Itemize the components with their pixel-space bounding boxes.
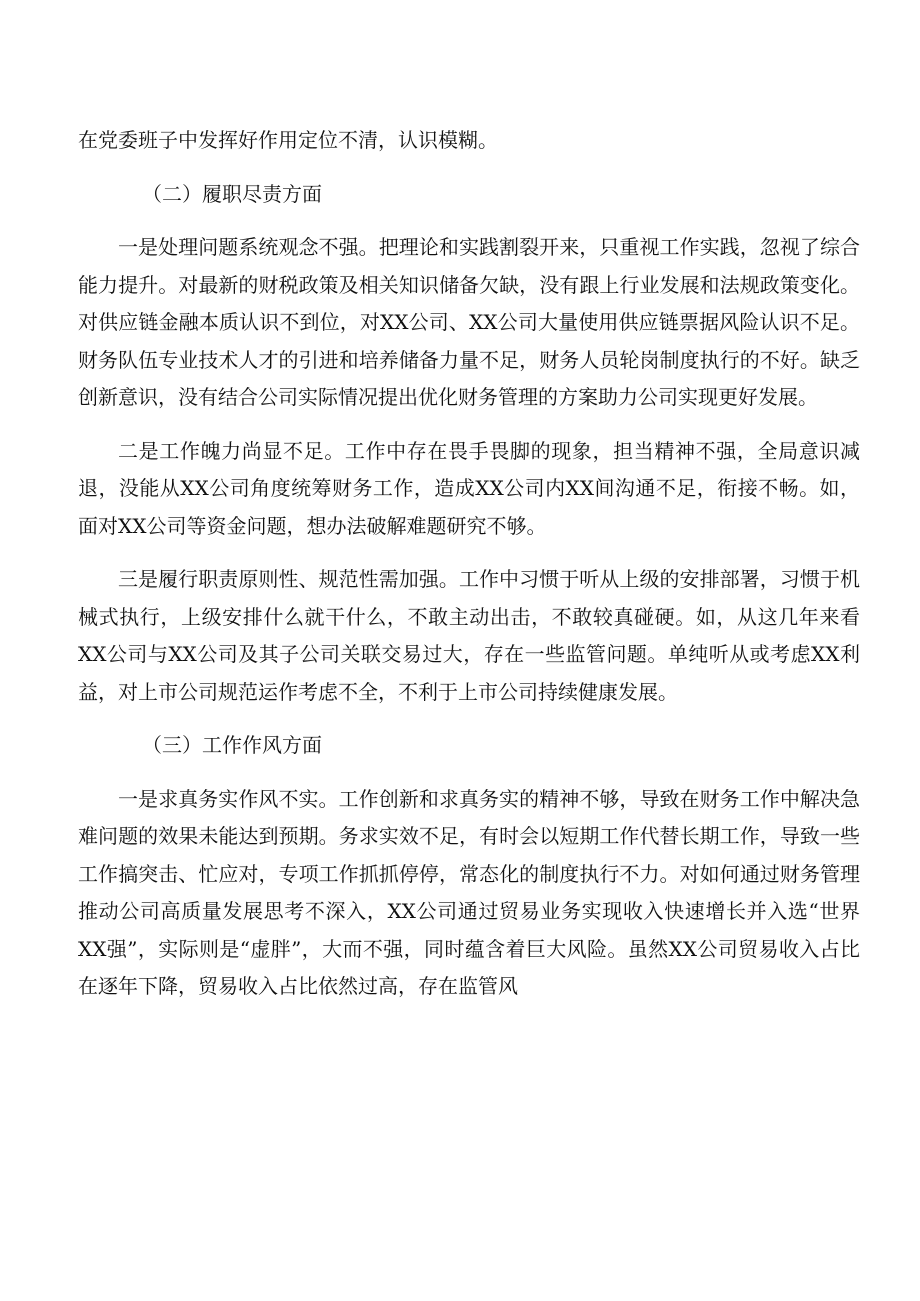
paragraph-pragmatic-style: 一是求真务实作风不实。工作创新和求真务实的精神不够，导致在财务工作中解决急难问题的效果未能达到预期。务求实效不足，有时会以短期工作代替长期工作，导致一些工作搞突击、忙应对，专项工作抓抓停停，常态化的制度执行不力。对如何通过财务管理推动公司高质量发展思考不深入，XX公司通过贸易业务实现收入快速增长并入选“世界XX强”，实际则是“虚胖”，大而不强，同时蕴含着巨大风险。虽然XX公司贸易收入占比在逐年下降，贸易收入占比依然过高，存在监管风 [78,786,860,998]
section-heading-duty: （二）履职尽责方面 [142,181,322,206]
section-heading-work-style: （三）工作作风方面 [142,733,322,757]
document-body [78,122,860,1006]
paragraph-work-courage: 二是工作魄力尚显不足。工作中存在畏手畏脚的现象，担当精神不强，全局意识减退，没能从XX公司角度统筹财务工作，造成XX公司内XX间沟通不足，衔接不畅。如，面对XX公司等资金问题，想办法破解难题研究不够。 [78,438,860,538]
paragraph-duty-principle: 三是履行职责原则性、规范性需加强。工作中习惯于听从上级的安排部署，习惯于机械式执行，上级安排什么就干什么，不敢主动出击，不敢较真碰硬。如，从这几年来看XX公司与XX公司及其子公司关联交易过大，存在一些监管问题。单纯听从或考虑XX利益，对上市公司规范运作考虑不全，不利于上市公司持续健康发展。 [78,567,860,704]
paragraph-system-view: 一是处理问题系统观念不强。把理论和实践割裂开来，只重视工作实践，忽视了综合能力提升。对最新的财税政策及相关知识储备欠缺，没有跟上行业发展和法规政策变化。对供应链金融本质认识不到位，对XX公司、XX公司大量使用供应链票据风险认识不足。财务队伍专业技术人才的引进和培养储备力量不足，财务人员轮岗制度执行的不好。缺乏创新意识，没有结合公司实际情况提出优化财务管理的方案助力公司实现更好发展。 [78,235,860,409]
paragraph-continuation: 在党委班子中发挥好作用定位不清，认识模糊。 [78,128,498,152]
